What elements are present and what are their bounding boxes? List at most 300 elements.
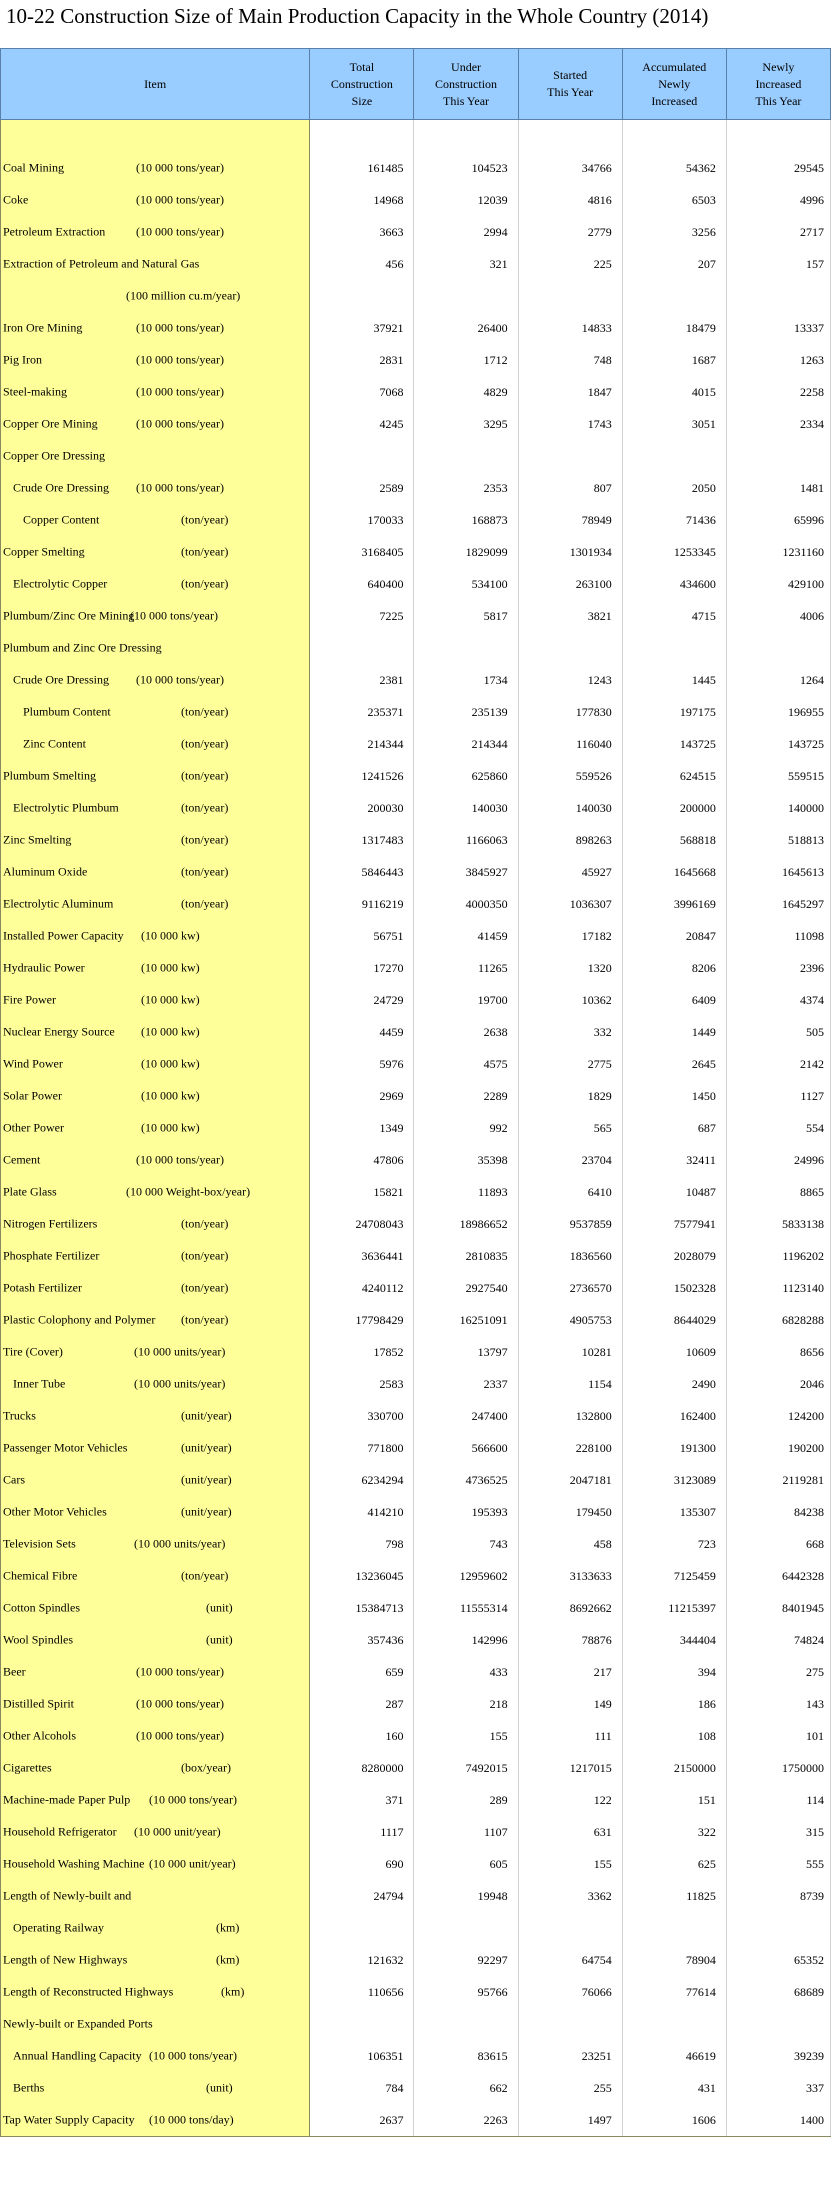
value-cell: 344404 <box>622 1624 726 1656</box>
item-cell <box>1 664 310 696</box>
item-label: Passenger Motor Vehicles <box>3 1440 128 1455</box>
value-cell: 32411 <box>622 1144 726 1176</box>
value-cell: 1645668 <box>622 856 726 888</box>
value-cell: 687 <box>622 1112 726 1144</box>
table-title: 10-22 Construction Size of Main Production Capacity in the Whole Country (2014) <box>6 4 709 28</box>
value-cell: 275 <box>726 1656 830 1688</box>
value-cell <box>310 1912 414 1944</box>
table-row <box>1 376 831 408</box>
value-cell <box>310 632 414 664</box>
value-cell: 7068 <box>310 376 414 408</box>
item-unit: (10 000 kw) <box>141 1088 200 1103</box>
value-cell <box>414 2008 518 2040</box>
value-cell: 1847 <box>518 376 622 408</box>
item-label: Plumbum Smelting <box>3 768 97 783</box>
table-row <box>1 1560 831 1592</box>
value-cell: 84238 <box>726 1496 830 1528</box>
item-label: Operating Railway <box>13 1920 104 1935</box>
value-cell: 142996 <box>414 1624 518 1656</box>
item-cell <box>1 1400 310 1432</box>
item-label: Newly-built or Expanded Ports <box>3 2016 153 2031</box>
value-cell: 170033 <box>310 504 414 536</box>
header-item: Item <box>1 49 310 120</box>
value-cell: 255 <box>518 2072 622 2104</box>
value-cell: 2353 <box>414 472 518 504</box>
value-cell: 1123140 <box>726 1272 830 1304</box>
value-cell: 3636441 <box>310 1240 414 1272</box>
value-cell: 2334 <box>726 408 830 440</box>
item-label: Hydraulic Power <box>3 960 85 975</box>
value-cell: 668 <box>726 1528 830 1560</box>
value-cell: 1502328 <box>622 1272 726 1304</box>
item-unit: (ton/year) <box>181 864 229 879</box>
table-body <box>1 120 831 2137</box>
item-unit: (10 000 tons/year) <box>136 320 224 335</box>
table-row <box>1 1464 831 1496</box>
value-cell: 1734 <box>414 664 518 696</box>
table-row <box>1 1816 831 1848</box>
value-cell: 1301934 <box>518 536 622 568</box>
value-cell: 143 <box>726 1688 830 1720</box>
item-label: Household Refrigerator <box>3 1824 117 1839</box>
value-cell: 26400 <box>414 312 518 344</box>
value-cell: 11265 <box>414 952 518 984</box>
header-accumulated-newly-increased <box>622 49 726 120</box>
item-unit: (10 000 units/year) <box>134 1536 226 1551</box>
value-cell: 4575 <box>414 1048 518 1080</box>
value-cell: 6442328 <box>726 1560 830 1592</box>
table-row <box>1 760 831 792</box>
value-cell: 11215397 <box>622 1592 726 1624</box>
value-cell: 140000 <box>726 792 830 824</box>
value-cell: 434600 <box>622 568 726 600</box>
item-unit: (10 000 tons/year) <box>149 2048 237 2063</box>
value-cell: 8739 <box>726 1880 830 1912</box>
table-row <box>1 280 831 312</box>
item-label: Plumbum/Zinc Ore Mining <box>3 608 135 623</box>
value-cell <box>518 2008 622 2040</box>
item-label: Machine-made Paper Pulp <box>3 1792 131 1807</box>
value-cell: 214344 <box>414 728 518 760</box>
value-cell: 534100 <box>414 568 518 600</box>
value-cell <box>518 632 622 664</box>
item-cell <box>1 2008 310 2040</box>
value-cell: 3996169 <box>622 888 726 920</box>
value-cell: 414210 <box>310 1496 414 1528</box>
item-unit: (10 000 kw) <box>141 1024 200 1039</box>
value-cell: 330700 <box>310 1400 414 1432</box>
value-cell: 19948 <box>414 1880 518 1912</box>
value-cell: 46619 <box>622 2040 726 2072</box>
value-cell: 140030 <box>518 792 622 824</box>
value-cell <box>310 120 414 153</box>
value-cell: 3168405 <box>310 536 414 568</box>
item-label: Length of New Highways <box>3 1952 128 1967</box>
value-cell: 631 <box>518 1816 622 1848</box>
item-cell <box>1 632 310 664</box>
item-cell <box>1 856 310 888</box>
value-cell: 723 <box>622 1528 726 1560</box>
value-cell: 743 <box>414 1528 518 1560</box>
item-unit: (10 000 tons/year) <box>136 672 224 687</box>
value-cell: 1829 <box>518 1080 622 1112</box>
value-cell: 2028079 <box>622 1240 726 1272</box>
value-cell: 78904 <box>622 1944 726 1976</box>
value-cell: 2258 <box>726 376 830 408</box>
value-cell: 1497 <box>518 2104 622 2137</box>
item-label: Inner Tube <box>13 1376 66 1391</box>
table-row <box>1 472 831 504</box>
value-cell: 190200 <box>726 1432 830 1464</box>
table-row <box>1 344 831 376</box>
value-cell: 24794 <box>310 1880 414 1912</box>
value-cell: 394 <box>622 1656 726 1688</box>
table-row <box>1 248 831 280</box>
table-row <box>1 536 831 568</box>
value-cell: 2047181 <box>518 1464 622 1496</box>
value-cell: 321 <box>414 248 518 280</box>
value-cell: 217 <box>518 1656 622 1688</box>
table-row <box>1 888 831 920</box>
value-cell: 3821 <box>518 600 622 632</box>
value-cell: 18986652 <box>414 1208 518 1240</box>
item-cell <box>1 1016 310 1048</box>
value-cell: 659 <box>310 1656 414 1688</box>
value-cell: 337 <box>726 2072 830 2104</box>
value-cell: 14833 <box>518 312 622 344</box>
item-cell <box>1 312 310 344</box>
value-cell: 186 <box>622 1688 726 1720</box>
item-label: Electrolytic Copper <box>13 576 108 591</box>
value-cell: 177830 <box>518 696 622 728</box>
item-label: Zinc Content <box>23 736 86 751</box>
value-cell <box>726 1912 830 1944</box>
value-cell: 45927 <box>518 856 622 888</box>
header-line: Construction <box>330 76 393 91</box>
item-cell <box>1 1880 310 1912</box>
table-row <box>1 1048 831 1080</box>
value-cell: 7577941 <box>622 1208 726 1240</box>
item-cell <box>1 2104 310 2137</box>
item-label: Cement <box>3 1152 41 1167</box>
value-cell: 6503 <box>622 184 726 216</box>
item-unit: (ton/year) <box>181 768 229 783</box>
value-cell: 2645 <box>622 1048 726 1080</box>
item-unit: (10 000 tons/year) <box>136 1728 224 1743</box>
value-cell: 2396 <box>726 952 830 984</box>
value-cell: 8644029 <box>622 1304 726 1336</box>
value-cell <box>726 2008 830 2040</box>
item-cell <box>1 1496 310 1528</box>
value-cell: 214344 <box>310 728 414 760</box>
table-row <box>1 1944 831 1976</box>
value-cell: 83615 <box>414 2040 518 2072</box>
value-cell: 7125459 <box>622 1560 726 1592</box>
value-cell: 8206 <box>622 952 726 984</box>
table-row <box>1 1016 831 1048</box>
value-cell <box>726 632 830 664</box>
item-cell <box>1 1336 310 1368</box>
item-cell <box>1 1976 310 2008</box>
item-unit: (ton/year) <box>181 800 229 815</box>
item-unit: (unit/year) <box>181 1504 232 1519</box>
value-cell: 3123089 <box>622 1464 726 1496</box>
value-cell: 155 <box>414 1720 518 1752</box>
item-label: Length of Newly-built and <box>3 1888 132 1903</box>
table-row <box>1 184 831 216</box>
value-cell: 3295 <box>414 408 518 440</box>
value-cell: 116040 <box>518 728 622 760</box>
value-cell: 1645613 <box>726 856 830 888</box>
item-unit: (ton/year) <box>181 896 229 911</box>
header-line: Total <box>349 59 375 74</box>
item-cell <box>1 824 310 856</box>
item-cell <box>1 1720 310 1752</box>
value-cell: 1036307 <box>518 888 622 920</box>
item-unit: (10 000 tons/year) <box>136 224 224 239</box>
item-cell <box>1 792 310 824</box>
value-cell: 1154 <box>518 1368 622 1400</box>
item-unit: (10 000 tons/year) <box>136 1696 224 1711</box>
item-label: Berths <box>13 2080 45 2095</box>
table-row <box>1 984 831 1016</box>
value-cell: 95766 <box>414 1976 518 2008</box>
table-row <box>1 600 831 632</box>
value-cell: 1166063 <box>414 824 518 856</box>
item-label: Electrolytic Aluminum <box>3 896 114 911</box>
item-unit: (10 000 unit/year) <box>149 1856 236 1871</box>
value-cell: 39239 <box>726 2040 830 2072</box>
item-cell <box>1 1784 310 1816</box>
value-cell <box>414 280 518 312</box>
value-cell: 78876 <box>518 1624 622 1656</box>
table-row <box>1 1688 831 1720</box>
item-cell <box>1 1912 310 1944</box>
item-label: Tap Water Supply Capacity <box>3 2112 135 2127</box>
item-unit: (km) <box>216 1920 240 1935</box>
value-cell: 17270 <box>310 952 414 984</box>
value-cell: 1241526 <box>310 760 414 792</box>
item-label: Cars <box>3 1472 25 1487</box>
value-cell: 54362 <box>622 152 726 184</box>
value-cell: 13337 <box>726 312 830 344</box>
value-cell: 332 <box>518 1016 622 1048</box>
value-cell: 2142 <box>726 1048 830 1080</box>
value-cell: 2969 <box>310 1080 414 1112</box>
value-cell: 566600 <box>414 1432 518 1464</box>
value-cell: 9537859 <box>518 1208 622 1240</box>
value-cell: 179450 <box>518 1496 622 1528</box>
value-cell: 1231160 <box>726 536 830 568</box>
item-label: Copper Ore Dressing <box>3 448 105 463</box>
item-cell <box>1 120 310 153</box>
item-cell <box>1 1528 310 1560</box>
value-cell: 11098 <box>726 920 830 952</box>
table-row <box>1 952 831 984</box>
value-cell: 1481 <box>726 472 830 504</box>
table-row <box>1 792 831 824</box>
item-cell <box>1 408 310 440</box>
table-row <box>1 440 831 472</box>
value-cell: 4816 <box>518 184 622 216</box>
table-row <box>1 568 831 600</box>
value-cell: 3051 <box>622 408 726 440</box>
item-unit: (unit/year) <box>181 1472 232 1487</box>
value-cell: 161485 <box>310 152 414 184</box>
value-cell: 121632 <box>310 1944 414 1976</box>
value-cell: 14968 <box>310 184 414 216</box>
value-cell: 1243 <box>518 664 622 696</box>
value-cell: 662 <box>414 2072 518 2104</box>
value-cell: 24729 <box>310 984 414 1016</box>
item-label: Crude Ore Dressing <box>13 672 109 687</box>
value-cell: 2717 <box>726 216 830 248</box>
value-cell: 8692662 <box>518 1592 622 1624</box>
table-row <box>1 1272 831 1304</box>
table-row <box>1 696 831 728</box>
value-cell <box>726 280 830 312</box>
value-cell: 1750000 <box>726 1752 830 1784</box>
header-line: Under <box>451 59 482 74</box>
value-cell: 68689 <box>726 1976 830 2008</box>
value-cell: 10362 <box>518 984 622 1016</box>
item-label: Wool Spindles <box>3 1632 74 1647</box>
item-unit: (10 000 kw) <box>141 960 200 975</box>
table-row <box>1 1336 831 1368</box>
value-cell: 78949 <box>518 504 622 536</box>
item-unit: (unit) <box>206 2080 233 2095</box>
value-cell: 2831 <box>310 344 414 376</box>
item-cell <box>1 1592 310 1624</box>
value-cell: 4006 <box>726 600 830 632</box>
item-unit: (unit/year) <box>181 1440 232 1455</box>
value-cell <box>622 1912 726 1944</box>
item-label: Cotton Spindles <box>3 1600 81 1615</box>
value-cell <box>310 440 414 472</box>
item-cell <box>1 1208 310 1240</box>
item-cell <box>1 696 310 728</box>
item-label: Potash Fertilizer <box>3 1280 82 1295</box>
item-unit: (10 000 units/year) <box>134 1344 226 1359</box>
item-cell <box>1 248 310 280</box>
table-row <box>1 664 831 696</box>
item-cell <box>1 1848 310 1880</box>
value-cell: 71436 <box>622 504 726 536</box>
value-cell: 104523 <box>414 152 518 184</box>
value-cell: 2119281 <box>726 1464 830 1496</box>
table-row <box>1 728 831 760</box>
table-row <box>1 1528 831 1560</box>
item-label: Nuclear Energy Source <box>3 1024 115 1039</box>
value-cell: 1829099 <box>414 536 518 568</box>
value-cell: 4905753 <box>518 1304 622 1336</box>
table-row <box>1 920 831 952</box>
item-cell <box>1 1752 310 1784</box>
item-cell <box>1 1080 310 1112</box>
item-unit: (10 000 tons/year) <box>149 1792 237 1807</box>
item-cell <box>1 1048 310 1080</box>
value-cell: 2381 <box>310 664 414 696</box>
table-row <box>1 1432 831 1464</box>
value-cell: 207 <box>622 248 726 280</box>
item-unit: (km) <box>221 1984 245 1999</box>
item-cell <box>1 1656 310 1688</box>
value-cell: 15821 <box>310 1176 414 1208</box>
value-cell: 690 <box>310 1848 414 1880</box>
item-unit: (ton/year) <box>181 1280 229 1295</box>
value-cell: 315 <box>726 1816 830 1848</box>
item-cell <box>1 1688 310 1720</box>
value-cell: 807 <box>518 472 622 504</box>
item-unit: (10 000 tons/year) <box>136 192 224 207</box>
value-cell: 200030 <box>310 792 414 824</box>
value-cell: 8401945 <box>726 1592 830 1624</box>
item-label: Nitrogen Fertilizers <box>3 1216 98 1231</box>
value-cell: 2637 <box>310 2104 414 2137</box>
value-cell <box>622 120 726 153</box>
value-cell: 2927540 <box>414 1272 518 1304</box>
header-newly-increased-this-year <box>726 49 830 120</box>
value-cell: 431 <box>622 2072 726 2104</box>
value-cell: 7225 <box>310 600 414 632</box>
item-unit: (unit) <box>206 1600 233 1615</box>
value-cell: 640400 <box>310 568 414 600</box>
value-cell: 2589 <box>310 472 414 504</box>
value-cell: 196955 <box>726 696 830 728</box>
value-cell: 565 <box>518 1112 622 1144</box>
value-cell: 263100 <box>518 568 622 600</box>
value-cell: 1743 <box>518 408 622 440</box>
item-unit: (10 000 tons/year) <box>136 1664 224 1679</box>
value-cell <box>414 120 518 153</box>
value-cell: 2046 <box>726 1368 830 1400</box>
item-label: Phosphate Fertilizer <box>3 1248 100 1263</box>
item-unit: (10 000 Weight-box/year) <box>126 1184 251 1199</box>
item-cell <box>1 2072 310 2104</box>
value-cell: 10609 <box>622 1336 726 1368</box>
value-cell: 3256 <box>622 216 726 248</box>
value-cell: 218 <box>414 1688 518 1720</box>
item-unit: (10 000 tons/year) <box>136 352 224 367</box>
table-row <box>1 1848 831 1880</box>
value-cell: 2289 <box>414 1080 518 1112</box>
value-cell: 2775 <box>518 1048 622 1080</box>
item-cell <box>1 728 310 760</box>
value-cell: 5833138 <box>726 1208 830 1240</box>
value-cell: 4240112 <box>310 1272 414 1304</box>
table-row <box>1 856 831 888</box>
item-cell <box>1 1272 310 1304</box>
value-cell: 2810835 <box>414 1240 518 1272</box>
value-cell: 162400 <box>622 1400 726 1432</box>
value-cell <box>726 120 830 153</box>
item-label: Chemical Fibre <box>3 1568 78 1583</box>
header-line: Size <box>351 93 373 108</box>
value-cell: 8865 <box>726 1176 830 1208</box>
value-cell: 191300 <box>622 1432 726 1464</box>
value-cell <box>518 280 622 312</box>
value-cell: 110656 <box>310 1976 414 2008</box>
value-cell: 2638 <box>414 1016 518 1048</box>
value-cell: 143725 <box>622 728 726 760</box>
table-row <box>1 408 831 440</box>
value-cell: 1449 <box>622 1016 726 1048</box>
header-line: Started <box>553 68 588 82</box>
item-label: Other Alcohols <box>3 1728 76 1743</box>
value-cell: 568818 <box>622 824 726 856</box>
item-label: Zinc Smelting <box>3 832 72 847</box>
value-cell: 4715 <box>622 600 726 632</box>
